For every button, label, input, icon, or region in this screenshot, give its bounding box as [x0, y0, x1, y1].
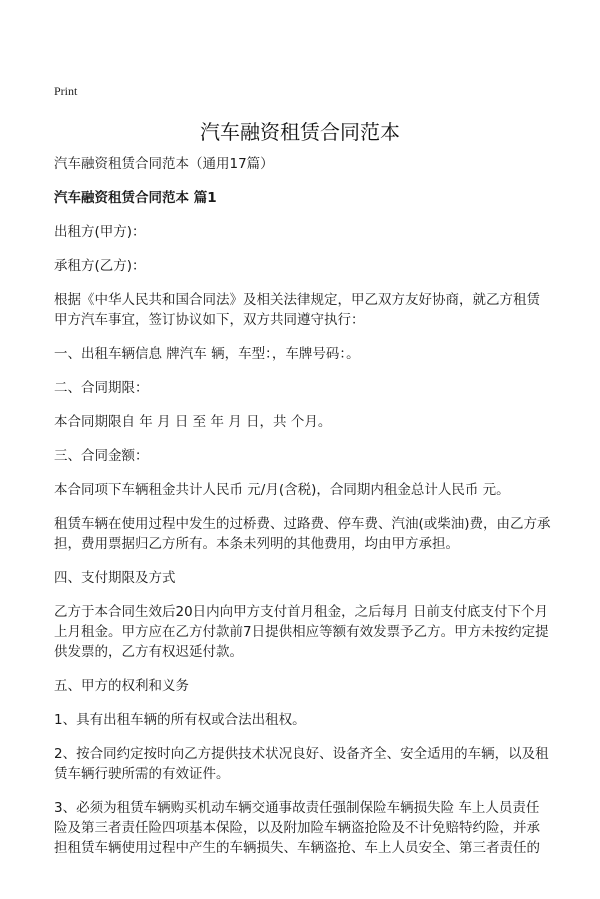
paragraph-payment-heading: 四、支付期限及方式 [54, 570, 176, 586]
document-title: 汽车融资租赁合同范本 [200, 120, 400, 144]
document-body [54, 154, 552, 858]
paragraph-fees: 租赁车辆在使用过程中发生的过桥费、过路费、停车费、汽油(或柴油)费，由乙方承担，费用票据归乙方所有。本条未列明的其他费用，均由甲方承担。 [54, 516, 551, 552]
paragraph-right-1: 1、具有出租车辆的所有权或合法出租权。 [54, 712, 306, 728]
print-link[interactable]: Print [54, 84, 78, 98]
section-heading: 汽车融资租赁合同范本 篇1 [54, 190, 217, 206]
paragraph-rights-heading: 五、甲方的权利和义务 [54, 678, 189, 694]
paragraph-preamble: 根据《中华人民共和国合同法》及相关法律规定，甲乙双方友好协商，就乙方租赁甲方汽车事宜，签订协议如下，双方共同遵守执行： [54, 292, 540, 328]
paragraph-amount-heading: 三、合同金额： [54, 448, 149, 464]
paragraph-term: 本合同期限自 年 月 日 至 年 月 日，共 个月。 [54, 414, 332, 430]
paragraph-payment: 乙方于本合同生效后20日内向甲方支付首月租金，之后每月 日前支付底支付下个月上月租金。甲方应在乙方付款前7日提供相应等额有效发票予乙方。甲方未按约定提供发票的，乙方有权迟延付款。 [54, 604, 549, 660]
paragraph-right-3: 3、必须为租赁车辆购买机动车辆交通事故责任强制保险车辆损失险 车上人员责任险及第三者责任险四项基本保险，以及附加险车辆盗抢险及不计免赔特约险，并承担租赁车辆使用过程中产生的车辆损失、车辆盗抢、车上人员安全、第三者责任的 [54, 800, 540, 856]
paragraph-lessee: 承租方(乙方)： [54, 258, 146, 274]
paragraph-amount: 本合同项下车辆租金共计人民币 元/月(含税)，合同期内租金总计人民币 元。 [54, 482, 510, 498]
paragraph-term-heading: 二、合同期限： [54, 380, 149, 396]
paragraph-right-2: 2、按合同约定按时向乙方提供技术状况良好、设备齐全、安全适用的车辆，以及租赁车辆行驶所需的有效证件。 [54, 746, 549, 782]
paragraph-lessor: 出租方(甲方)： [54, 224, 146, 240]
paragraph-vehicle-info: 一、出租车辆信息 牌汽车 辆，车型：，车牌号码：。 [54, 346, 360, 362]
document-subtitle: 汽车融资租赁合同范本（通用17篇） [54, 156, 274, 172]
